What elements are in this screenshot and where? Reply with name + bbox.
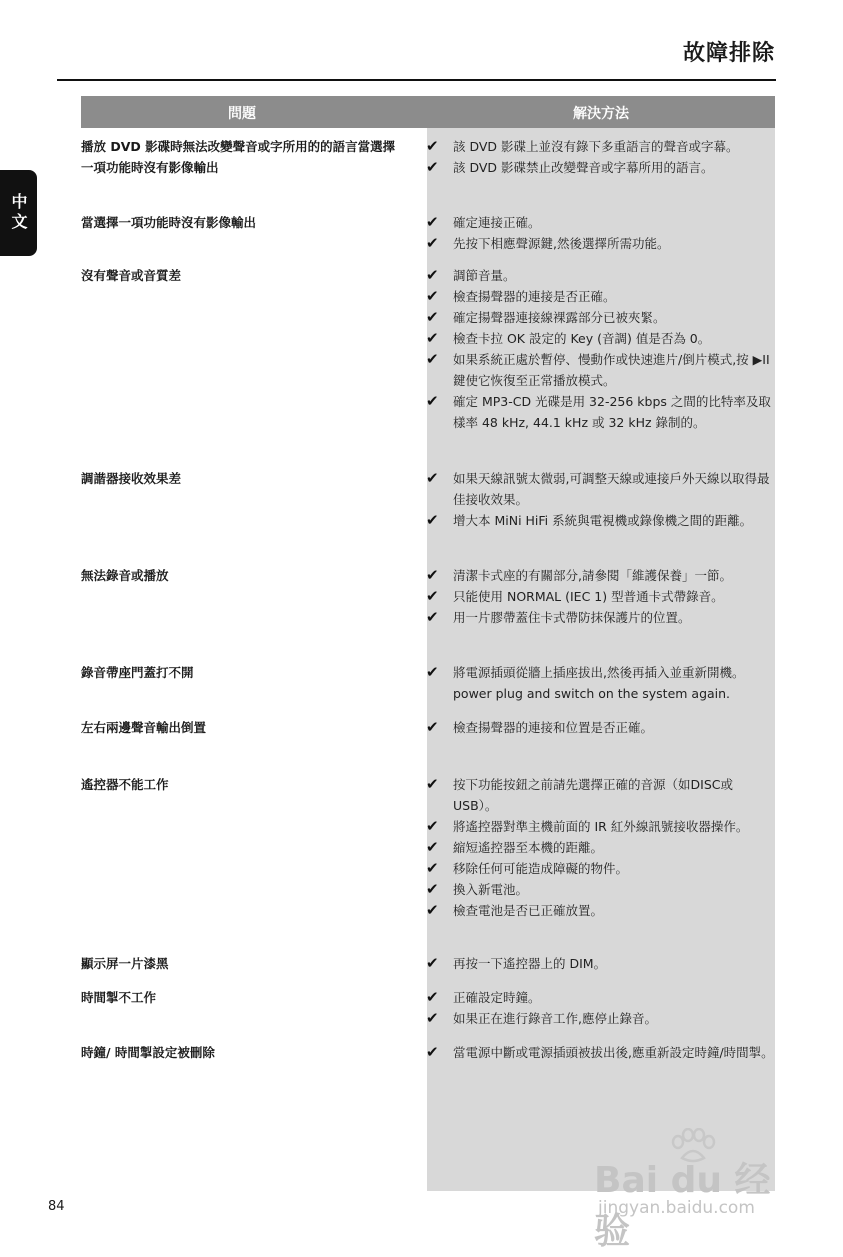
solution-item: ✔ 用一片膠帶蓋住卡式帶防抹保護片的位置。 [426, 608, 691, 626]
check-mark-icon: ✔ [426, 566, 439, 584]
check-mark-icon: ✔ [426, 775, 439, 793]
check-mark-icon: ✔ [426, 329, 439, 347]
solution-item: ✔ 移除任何可能造成障礙的物件。 [426, 859, 629, 877]
check-mark-icon: ✔ [426, 511, 439, 529]
solution-item: ✔ 將電源插頭從牆上插座拔出,然後再插入並重新開機。power plug and switch on the system again. [426, 663, 745, 701]
solution-item: ✔ 如果天線訊號太微弱,可調整天線或連接戶外天線以取得最佳接收效果。 [426, 469, 770, 507]
solution-item: ✔ 確定連接正確。 [426, 213, 541, 231]
solution-item: ✔ 換入新電池。 [426, 880, 529, 898]
solution-item: ✔ 增大本 MiNi HiFi 系統與電視機或錄像機之間的距離。 [426, 511, 753, 529]
solution-list [426, 662, 776, 704]
check-mark-icon: ✔ [426, 469, 439, 487]
check-mark-icon: ✔ [426, 901, 439, 919]
table-header [81, 96, 775, 128]
solution-list [426, 774, 776, 921]
check-mark-icon: ✔ [426, 587, 439, 605]
solution-item: ✔ 確定 MP3-CD 光碟是用 32-256 kbps 之間的比特率及取樣率 48 kHz, 44.1 kHz 或 32 kHz 錄制的。 [426, 392, 771, 430]
solution-item: ✔ 只能使用 NORMAL (IEC 1) 型普通卡式帶錄音。 [426, 587, 724, 605]
watermark-brand: Bai du 经验 [594, 1160, 771, 1252]
problem-text: 顯示屏一片漆黑 [81, 956, 169, 971]
solution-item: ✔ 檢查電池是否已正確放置。 [426, 901, 604, 919]
solution-item: ✔ 該 DVD 影碟上並沒有錄下多重語言的聲音或字幕。 [426, 137, 739, 155]
check-mark-icon: ✔ [426, 880, 439, 898]
solution-item: ✔ 正確設定時鐘。 [426, 988, 541, 1006]
check-mark-icon: ✔ [426, 137, 439, 155]
check-mark-icon: ✔ [426, 158, 439, 176]
problem-text: 遙控器不能工作 [81, 777, 169, 792]
solution-item: ✔ 縮短遙控器至本機的距離。 [426, 838, 604, 856]
page-number: 84 [48, 1199, 65, 1214]
column-header-solution: 解決方法 [573, 106, 629, 122]
column-header-problem: 問題 [228, 106, 256, 122]
solution-list [426, 265, 776, 433]
solution-item: ✔ 按下功能按鈕之前請先選擇正確的音源（如DISC或USB）。 [426, 775, 733, 813]
check-mark-icon: ✔ [426, 213, 439, 231]
solution-item: ✔ 將遙控器對準主機前面的 IR 紅外線訊號接收器操作。 [426, 817, 749, 835]
solution-item: ✔ 如果系統正處於暫停、慢動作或快速進片/倒片模式,按 ▶II 鍵使它恢復至正常播放模式。 [426, 350, 770, 388]
page-title: 故障排除 [682, 41, 775, 66]
watermark [594, 1128, 794, 1252]
language-tab: 中文 [0, 170, 37, 256]
check-mark-icon: ✔ [426, 608, 439, 626]
problem-text: 時鐘/ 時間掣設定被刪除 [81, 1045, 215, 1060]
solution-list [426, 987, 776, 1029]
header-rule [57, 79, 776, 81]
check-mark-icon: ✔ [426, 287, 439, 305]
solution-item: ✔ 再按一下遙控器上的 DIM。 [426, 954, 607, 972]
watermark-url: jingyan.baidu.com [598, 1198, 755, 1218]
solution-item: ✔ 檢查卡拉 OK 設定的 Key (音調) 值是否為 0。 [426, 329, 711, 347]
problem-text: 左右兩邊聲音輸出倒置 [81, 720, 207, 735]
solution-item: ✔ 如果正在進行錄音工作,應停止錄音。 [426, 1009, 657, 1027]
solution-item: ✔ 檢查揚聲器的連接和位置是否正確。 [426, 718, 654, 736]
check-mark-icon: ✔ [426, 350, 439, 368]
solution-list [426, 565, 776, 628]
solution-list [426, 953, 776, 974]
solution-list [426, 1042, 776, 1063]
check-mark-icon: ✔ [426, 1009, 439, 1027]
check-mark-icon: ✔ [426, 838, 439, 856]
check-mark-icon: ✔ [426, 988, 439, 1006]
problem-text: 當選擇一項功能時沒有影像輸出 [81, 215, 257, 230]
solution-list [426, 468, 776, 531]
solution-item: ✔ 先按下相應聲源鍵,然後選擇所需功能。 [426, 234, 670, 252]
solution-item: ✔ 檢查揚聲器的連接是否正確。 [426, 287, 616, 305]
problem-text: 沒有聲音或音質差 [81, 268, 182, 283]
check-mark-icon: ✔ [426, 663, 439, 681]
solution-item: ✔ 確定揚聲器連接線裸露部分已被夾緊。 [426, 308, 666, 326]
check-mark-icon: ✔ [426, 234, 439, 252]
check-mark-icon: ✔ [426, 266, 439, 284]
problem-text: 錄音帶座門蓋打不開 [81, 665, 194, 680]
check-mark-icon: ✔ [426, 718, 439, 736]
check-mark-icon: ✔ [426, 308, 439, 326]
problem-text: 播放 DVD 影碟時無法改變聲音或字所用的的語言當選擇一項功能時沒有影像輸出 [81, 139, 396, 175]
solution-item: ✔ 當電源中斷或電源插頭被拔出後,應重新設定時鐘/時間掣。 [426, 1043, 774, 1061]
problem-text: 調諧器接收效果差 [81, 471, 182, 486]
solution-list [426, 136, 776, 178]
check-mark-icon: ✔ [426, 392, 439, 410]
problem-text: 時間掣不工作 [81, 990, 157, 1005]
check-mark-icon: ✔ [426, 954, 439, 972]
problem-text: 無法錄音或播放 [81, 568, 169, 583]
solution-item: ✔ 調節音量。 [426, 266, 516, 284]
solution-list [426, 717, 776, 738]
check-mark-icon: ✔ [426, 817, 439, 835]
solution-item: ✔ 清潔卡式座的有關部分,請參閱「維護保養」一節。 [426, 566, 732, 584]
solution-item: ✔ 該 DVD 影碟禁止改變聲音或字幕所用的語言。 [426, 158, 714, 176]
solution-list [426, 212, 776, 254]
check-mark-icon: ✔ [426, 859, 439, 877]
check-mark-icon: ✔ [426, 1043, 439, 1061]
